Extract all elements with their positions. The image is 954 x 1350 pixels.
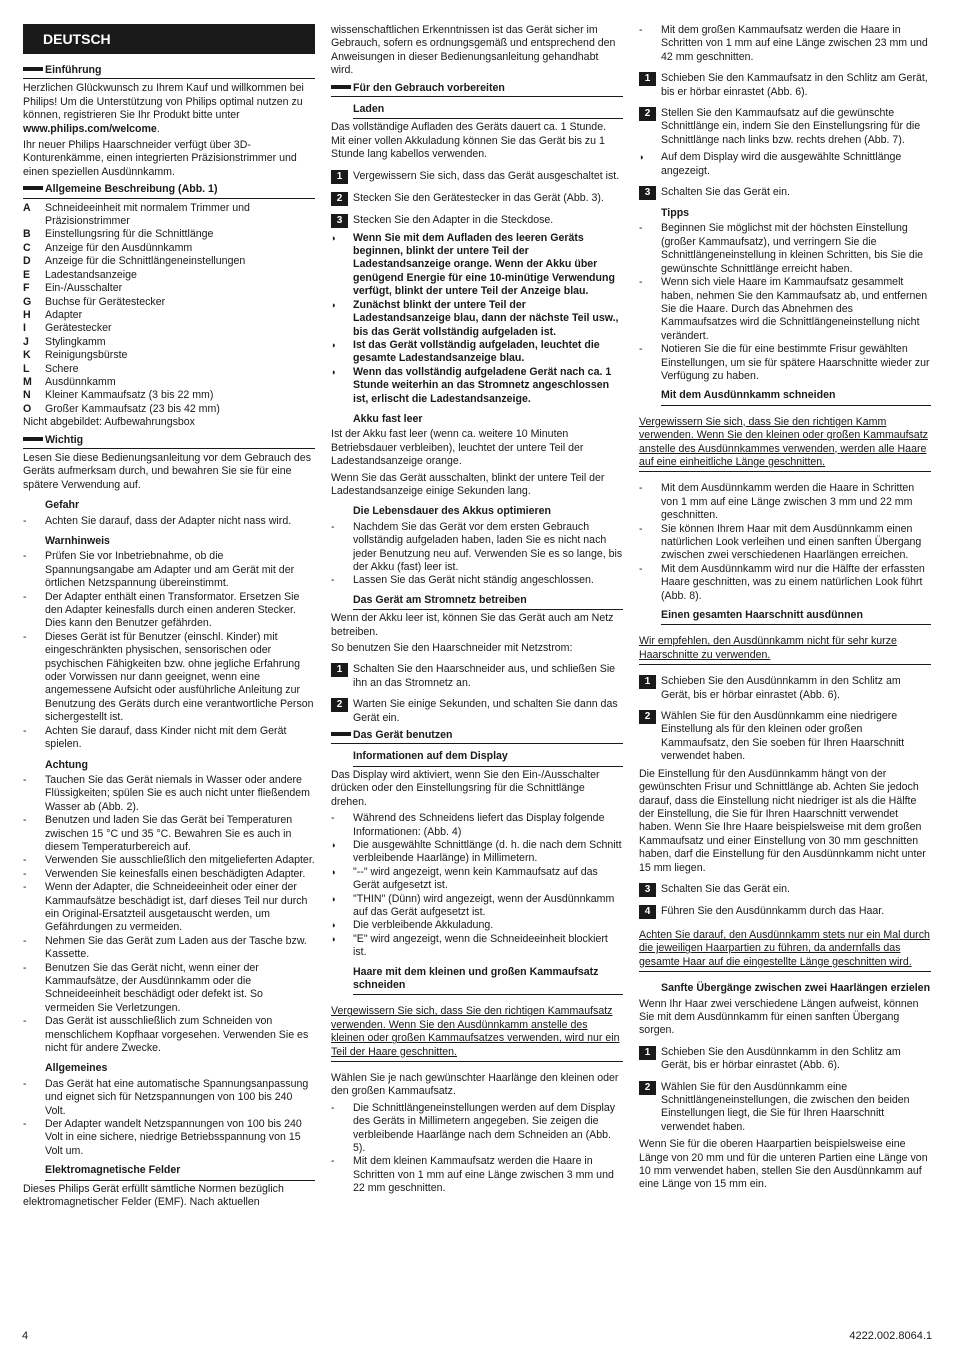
column-1 xyxy=(23,24,315,1213)
section-heading-intro: Einführung xyxy=(23,64,315,79)
parts-list-item: J Stylingkamm xyxy=(23,335,106,348)
subheading-danger: Gefahr xyxy=(45,499,80,512)
list-item: - Nehmen Sie das Gerät zum Laden aus der Tasche bzw. Kassette. xyxy=(23,934,307,961)
subheading-emf: Elektromagnetische Felder xyxy=(45,1164,315,1180)
list-item: ◗ "--" wird angezeigt, wenn kein Kammaufsatz auf das Gerät aufgesetzt ist. xyxy=(331,865,598,892)
step-item: 1 Schieben Sie den Ausdünnkamm in den Schlitz am Gerät, bis er hörbar einrastet (Abb. 6). xyxy=(639,675,931,702)
list-item: - Beginnen Sie möglichst mit der höchsten Einstellung (großer Kammaufsatz), und verringern Sie die Schnittlängeneinstellung in kleinen Schritten, bis Sie die gewünschte Schnittlänge erreicht haben. xyxy=(639,222,924,275)
arrow-icon: ◗ xyxy=(331,893,337,904)
list-item: - Der Adapter wandelt Netzspannungen von 100 bis 240 Volt in eine sichere, niedrige Betriebsspannung von 15 Volt um. xyxy=(23,1118,302,1157)
step-item: 3 Schalten Sie das Gerät ein. xyxy=(639,186,931,200)
comb-info-list xyxy=(331,1102,623,1196)
arrow-icon: ◗ xyxy=(331,920,337,931)
step-number-badge: 2 xyxy=(639,107,656,121)
tips-list xyxy=(639,222,931,383)
paragraph: Wenn Sie für die oberen Haarpartien beispielsweise eine Länge von 20 mm und für die unteren Partien eine Länge von 10 mm verwendet haben, stellen Sie den Ausdünnkamm auf eine Länge von 15 mm ein. xyxy=(639,1138,928,1191)
paragraph: Die Einstellung für den Ausdünnkamm hängt von der gewünschten Frisur und Schnittlänge ab. Achten Sie jedoch darauf, dass die Einstellung nicht niedriger ist als die Hälfte der Einstellung, die Sie für Ihren Haarschnitt verwendet haben. Wenn Sie Ihre Haare beispielsweise mit dem großen Kammaufsatz und einer Einstellung von 30 mm geschnitten haben, darf die Einstellung für den Ausdünnkamm nicht unter 15 mm liegen. xyxy=(639,767,926,874)
step-number-badge: 1 xyxy=(331,663,348,677)
list-item: - Tauchen Sie das Gerät niemals in Wasser oder andere Flüssigkeiten; spülen Sie es auch nicht unter fließendem Wasser ab (Abb. 2). xyxy=(23,773,310,813)
step-item: 2 Stecken Sie den Gerätestecker in das Gerät (Abb. 3). xyxy=(331,192,623,206)
step-item: 3 Schalten Sie das Gerät ein. xyxy=(639,883,931,897)
parts-list-item: L Schere xyxy=(23,362,79,375)
list-item: - Mit dem großen Kammaufsatz werden die Haare in Schritten von 1 mm auf eine Länge zwischen 23 mm und 42 mm geschnitten. xyxy=(639,24,928,63)
subheading-smooth-transition: Sanfte Übergänge zwischen zwei Haarlängen erzielen xyxy=(661,982,931,995)
heading-bar-icon xyxy=(23,67,43,71)
step-item: 2 Wählen Sie für den Ausdünnkamm eine niedrigere Einstellung als für den kleinen oder großen Kammaufsatz, den Sie soeben für Ihren Haarschnitt verwendet haben. xyxy=(639,710,931,764)
step-number-badge: 1 xyxy=(331,170,348,184)
step-number-badge: 1 xyxy=(639,72,656,86)
paragraph: Wählen Sie je nach gewünschter Haarlänge den kleinen oder den großen Kammaufsatz. xyxy=(331,1072,619,1098)
parts-list-item: M Ausdünnkamm xyxy=(23,375,116,388)
subheading-comb-cutting: Haare mit dem kleinen und großen Kammaufsatz schneiden xyxy=(353,966,623,996)
step-number-badge: 3 xyxy=(639,186,656,200)
parts-list-item: G Buchse für Gerätestecker xyxy=(23,295,166,308)
document-number: 4222.002.8064.1 xyxy=(849,1330,932,1342)
paragraph: Herzlichen Glückwunsch zu Ihrem Kauf und willkommen bei Philips! Um die Unterstützung von Philips optimal nutzen zu können, registrieren Sie Ihr Produkt bitte unter www.philips.com/welcome. xyxy=(23,82,304,135)
list-item: - Benutzen und laden Sie das Gerät bei Temperaturen zwischen 15 °C und 35 °C. Bewahren Sie es auch in diesem Temperaturbereich auf. xyxy=(23,814,293,853)
list-item: ◗ Ist das Gerät vollständig aufgeladen, leuchtet die gesamte Ladestandsanzeige blau. xyxy=(331,338,600,365)
language-header: DEUTSCH xyxy=(23,24,315,54)
section-heading-description: Allgemeine Beschreibung (Abb. 1) xyxy=(23,183,315,198)
step-number-badge: 2 xyxy=(639,1081,656,1095)
paragraph: Das vollständige Aufladen des Geräts dauert ca. 1 Stunde. Mit einer vollen Akkuladung können Sie das Gerät bis zu 1 Stunde lang kabellos verwenden. xyxy=(331,121,607,161)
arrow-icon: ◗ xyxy=(331,232,337,243)
list-item: - Prüfen Sie vor Inbetriebnahme, ob die Spannungsangabe am Adapter und am Gerät mit der örtlichen Netzspannung übereinstimmt. xyxy=(23,550,295,590)
whole-thinning-steps xyxy=(639,675,931,763)
heading-bar-icon xyxy=(23,437,43,441)
list-item: - Der Adapter enthält einen Transformator. Ersetzen Sie den Adapter keinesfalls durch einen anderen Stecker. Dies kann den Benutzer gefährden. xyxy=(23,590,300,630)
step-number-badge: 2 xyxy=(331,698,348,712)
list-item: - Verwenden Sie keinesfalls einen beschädigten Adapter. xyxy=(23,867,306,880)
list-item: ◗ Wenn das vollständig aufgeladene Gerät nach ca. 1 Stunde weiterhin an das Stromnetz angeschlossen ist, erlischt die Ladestandsanzeige. xyxy=(331,365,612,405)
list-item: - Nachdem Sie das Gerät vor dem ersten Gebrauch vollständig aufgeladen haben, laden Sie es nicht nach jeder Benutzung neu auf. Verwenden Sie es so lange, bis der Akku (fast) leer ist. xyxy=(331,520,623,573)
list-item: - Wenn der Adapter, die Schneideeinheit oder einer der Kammaufsätze beschädigt ist, darf dieses Teil nur durch ein Original-Ersatzteil ausgetauscht werden, um Gefährdungen zu vermeiden. xyxy=(23,881,308,934)
list-item: - Lassen Sie das Gerät nicht ständig angeschlossen. xyxy=(331,574,594,587)
charging-steps xyxy=(331,170,623,228)
paragraph: Das Display wird aktiviert, wenn Sie den Ein-/Ausschalter drücken oder den Einstellungsring für die Schnittlänge drehen. xyxy=(331,768,600,808)
arrow-icon: ◗ xyxy=(331,366,337,377)
step-item: 2 Wählen Sie für den Ausdünnkamm eine Schnittlängeneinstellungen, die zwischen den beiden Einstellungen liegt, die Sie für Ihren Haarschnitt verwendet haben. xyxy=(639,1081,931,1135)
parts-list-item: H Adapter xyxy=(23,308,83,321)
thinning-list xyxy=(639,482,931,603)
heading-bar-icon xyxy=(23,186,43,190)
column-2 xyxy=(331,24,623,1196)
philips-url-link[interactable]: www.philips.com/welcome xyxy=(23,122,157,135)
arrow-icon: ◗ xyxy=(331,933,337,944)
comb-steps xyxy=(639,72,931,147)
subheading-general: Allgemeines xyxy=(45,1062,108,1075)
parts-list-item: O Großer Kammaufsatz (23 bis 42 mm) xyxy=(23,402,220,415)
subheading-mains: Das Gerät am Stromnetz betreiben xyxy=(353,594,623,610)
list-item: ◗ Die ausgewählte Schnittlänge (d. h. die nach dem Schnitt verbleibende Haarlänge) in Millimetern. xyxy=(331,838,622,865)
list-item: ◗ Wenn Sie mit dem Aufladen des leeren Geräts beginnen, blinkt der untere Teil der Ladestandsanzeige orange. Wenn der Akku über genügend Energie für eine 10-minütige Verwendung verfügt, blinkt der untere Teil der Anzeige blau. xyxy=(331,231,615,298)
paragraph: wissenschaftlichen Erkenntnissen ist das Gerät sicher im Gebrauch, sofern es ordnungsgemäß und entsprechend den Anweisungen in dieser Bedienungsanleitung gehandhabt wird. xyxy=(331,24,616,77)
whole-thinning-steps-2 xyxy=(639,883,931,919)
warning-note: Vergewissern Sie sich, dass Sie den richtigen Kammaufsatz verwenden. Wenn Sie den Ausdünnkamm anstelle des kleinen oder großen Kammaufsatzes verwenden, wird nur ein Teil der Haare geschnitten. xyxy=(331,1005,623,1062)
list-item: - Während des Schneidens liefert das Display folgende Informationen: (Abb. 4) xyxy=(331,812,605,838)
arrow-icon: ◗ xyxy=(331,299,337,310)
arrow-icon: ◗ xyxy=(331,839,337,850)
list-item: - Das Gerät hat eine automatische Spannungsanpassung und eignet sich für Netzspannungen von 100 bis 240 Volt. xyxy=(23,1077,309,1117)
column-3 xyxy=(639,24,931,1195)
comb-step-3 xyxy=(639,186,931,200)
paragraph: Nicht abgebildet: Aufbewahrungsbox xyxy=(23,416,195,429)
list-item: - Benutzen Sie das Gerät nicht, wenn einer der Kammaufsätze, der Ausdünnkamm oder die Schneideeinheit beschädigt oder defekt ist. So vermeiden Sie Verletzungen. xyxy=(23,961,263,1014)
list-item: - Mit dem Ausdünnkamm wird nur die Hälfte der erfassten Haare geschnitten, was zu einem natürlichen Look führt (Abb. 8). xyxy=(639,562,925,602)
list-item: ◗ Die verbleibende Akkuladung. xyxy=(331,919,494,932)
battery-life-list xyxy=(331,521,623,588)
paragraph: So benutzen Sie den Haarschneider mit Netzstrom: xyxy=(331,642,573,655)
danger-list xyxy=(23,515,315,528)
list-item: ◗ Zunächst blinkt der untere Teil der Ladestandsanzeige blau, dann der nächste Teil usw., bis das Gerät vollständig aufgeladen ist. xyxy=(331,298,619,338)
list-item: - Die Schnittlängeneinstellungen werden auf dem Display des Geräts in Millimetern angegeben. Sie zeigen die verbleibende Haarlänge nach dem Schneiden an (Abb. 5). xyxy=(331,1101,616,1155)
list-item: - Dieses Gerät ist für Benutzer (einschl. Kinder) mit eingeschränkten physischen, sensorischen oder psychischen Fähigkeiten bzw. ohne jegliche Erfahrung oder Vorwissen nur dann geeignet, wenn eine angemessene Aufsicht oder ausführliche Anleitung zur Benutzung des Geräts durch eine verantwortliche Person sichergestellt ist. xyxy=(23,630,314,724)
subheading-whole-thinning: Einen gesamten Haarschnitt ausdünnen xyxy=(661,609,931,625)
step-item: 1 Vergewissern Sie sich, dass das Gerät ausgeschaltet ist. xyxy=(331,170,623,184)
heading-bar-icon xyxy=(331,732,351,736)
step-number-badge: 2 xyxy=(331,192,348,206)
smooth-steps xyxy=(639,1046,931,1134)
section-heading-important: Wichtig xyxy=(23,434,315,449)
parts-list-item: N Kleiner Kammaufsatz (3 bis 22 mm) xyxy=(23,389,214,402)
subheading-battery-low: Akku fast leer xyxy=(353,412,423,425)
parts-list-item: E Ladestandsanzeige xyxy=(23,268,137,281)
subheading-caution: Achtung xyxy=(45,758,88,771)
paragraph: Wenn Sie das Gerät ausschalten, blinkt der untere Teil der Ladestandsanzeige einige Sekunden lang. xyxy=(331,471,605,497)
step-number-badge: 1 xyxy=(639,1046,656,1060)
warning-note: Vergewissern Sie sich, dass Sie den richtigen Kamm verwenden. Wenn Sie den kleinen oder großen Kammaufsatz anstelle des Ausdünnkammes verwenden, werden alle Haare auf eine einheitliche Länge geschnitten. xyxy=(639,416,931,473)
arrow-icon: ◗ xyxy=(331,339,337,350)
step-item: 1 Schieben Sie den Kammaufsatz in den Schlitz am Gerät, bis er hörbar einrastet (Abb. 6). xyxy=(639,72,931,99)
step-item: 4 Führen Sie den Ausdünnkamm durch das Haar. xyxy=(639,905,931,919)
charging-notes xyxy=(331,232,623,406)
paragraph: Ist der Akku fast leer (wenn ca. weitere 10 Minuten Betriebsdauer verbleiben), leuchtet der untere Teil der Ladestandsanzeige orange. xyxy=(331,428,584,468)
step-item: 1 Schieben Sie den Ausdünnkamm in den Schlitz am Gerät, bis er hörbar einrastet (Abb. 6). xyxy=(639,1046,931,1073)
caution-list xyxy=(23,774,315,1056)
subheading-warning: Warnhinweis xyxy=(45,535,110,547)
section-heading-prepare: Für den Gebrauch vorbereiten xyxy=(331,82,623,97)
heading-bar-icon xyxy=(331,85,351,89)
parts-list-item: K Reinigungsbürste xyxy=(23,349,128,362)
list-item: - Sie können Ihrem Haar mit dem Ausdünnkamm einen natürlichen Look verleihen und einen sanften Übergang zwischen zwei verschiedenen Haarlängen erreichen. xyxy=(639,522,922,562)
step-number-badge: 2 xyxy=(639,710,656,724)
parts-list-item: A Schneideeinheit mit normalem Trimmer und Präzisionstrimmer xyxy=(23,201,250,228)
parts-list-item: D Anzeige für die Schnittlängeneinstellungen xyxy=(23,255,246,268)
step-number-badge: 4 xyxy=(639,905,656,919)
list-item: - Mit dem Ausdünnkamm werden die Haare in Schritten von 1 mm auf eine Länge zwischen 3 mm und 22 mm geschnitten. xyxy=(639,482,915,522)
parts-list-item: I Gerätestecker xyxy=(23,322,112,335)
display-info-list xyxy=(331,839,623,960)
subheading-thinning: Mit dem Ausdünnkamm schneiden xyxy=(661,389,931,405)
subheading-tips: Tipps xyxy=(661,207,690,220)
paragraph: Wenn Ihr Haar zwei verschiedene Längen aufweist, können Sie mit dem Ausdünnkamm für einen sanften Übergang sorgen. xyxy=(639,997,919,1037)
section-heading-use: Das Gerät benutzen xyxy=(331,729,623,744)
arrow-icon: ◗ xyxy=(639,152,645,163)
step-number-badge: 3 xyxy=(639,883,656,897)
warning-note: Achten Sie darauf, den Ausdünnkamm stets nur ein Mal durch die jeweiligen Haarpartien zu führen, da andernfalls das gesamte Haar auf die eingestellte Länge geschnitten wird. xyxy=(639,929,931,972)
subheading-battery-life: Die Lebensdauer des Akkus optimieren xyxy=(353,505,552,518)
general-list xyxy=(23,1078,315,1158)
paragraph: Dieses Philips Gerät erfüllt sämtliche Normen bezüglich elektromagnetischer Felder (EMF). Nach aktuellen xyxy=(23,1182,284,1209)
step-item: 2 Stellen Sie den Kammaufsatz auf die gewünschte Schnittlänge ein, indem Sie den Einstellungsring für die Schnittlänge nach links bzw. rechts drehen (Abb. 7). xyxy=(639,107,931,147)
page-number: 4 xyxy=(22,1330,29,1342)
paragraph: Ihr neuer Philips Haarschneider verfügt über 3D-Konturenkämme, einen integrierten Präzisionstrimmer und einen speziellen Ausdünnkamm. xyxy=(23,139,297,178)
list-item: ◗ "E" wird angezeigt, wenn die Schneideeinheit blockiert ist. xyxy=(331,932,608,959)
parts-list-item: C Anzeige für den Ausdünnkamm xyxy=(23,241,193,254)
list-item: - Verwenden Sie ausschließlich den mitgelieferten Adapter. xyxy=(23,854,315,867)
list-item: - Achten Sie darauf, dass Kinder nicht mit dem Gerät spielen. xyxy=(23,724,287,751)
step-item: 2 Warten Sie einige Sekunden, und schalten Sie dann das Gerät ein. xyxy=(331,698,623,725)
parts-list-item: B Einstellungsring für die Schnittlänge xyxy=(23,228,214,241)
list-item: - Notieren Sie die für eine bestimmte Frisur gewählten Einstellungen, um sie für spätere Haarschnitte wieder zur Verfügung zu haben. xyxy=(639,343,930,382)
subheading-display: Informationen auf dem Display xyxy=(353,750,623,766)
list-item: ◗ Auf dem Display wird die ausgewählte Schnittlänge angezeigt. xyxy=(639,151,902,177)
step-number-badge: 1 xyxy=(639,675,656,689)
step-item: 1 Schalten Sie den Haarschneider aus, und schließen Sie ihn an das Stromnetz an. xyxy=(331,663,623,690)
list-item: - Wenn sich viele Haare im Kammaufsatz gesammelt haben, nehmen Sie den Kammaufsatz ab, und entfernen Sie die Haare. Durch das Abnehmen des Kammaufsatzes wird die Schnittlängeneinstellung nicht verändert. xyxy=(639,276,928,342)
list-item: - Achten Sie darauf, dass der Adapter nicht nass wird. xyxy=(23,514,292,527)
list-item: ◗ "THIN" (Dünn) wird angezeigt, wenn der Ausdünnkamm auf das Gerät aufgesetzt ist. xyxy=(331,892,615,918)
paragraph: Lesen Sie diese Bedienungsanleitung vor dem Gebrauch des Geräts aufmerksam durch, und bewahren Sie sie für eine spätere Verwendung auf. xyxy=(23,451,311,491)
arrow-icon: ◗ xyxy=(331,866,337,877)
mains-steps xyxy=(331,663,623,725)
step-number-badge: 3 xyxy=(331,214,348,228)
subheading-charging: Laden xyxy=(353,103,623,119)
paragraph: Wenn der Akku leer ist, können Sie das Gerät auch am Netz betreiben. xyxy=(331,612,614,638)
parts-list-item: F Ein-/Ausschalter xyxy=(23,282,123,295)
parts-list xyxy=(23,202,315,417)
list-item: - Das Gerät ist ausschließlich zum Schneiden von menschlichem Kopfhaar vorgesehen. Verwenden Sie es nicht für andere Zwecke. xyxy=(23,1015,309,1055)
warning-list xyxy=(23,550,315,751)
list-item: - Mit dem kleinen Kammaufsatz werden die Haare in Schritten von 1 mm auf eine Länge zwischen 3 mm und 22 mm geschnitten. xyxy=(331,1155,614,1195)
warning-note: Wir empfehlen, den Ausdünnkamm nicht für sehr kurze Haarschnitte zu verwenden. xyxy=(639,635,931,665)
step-item: 3 Stecken Sie den Adapter in die Steckdose. xyxy=(331,214,623,228)
